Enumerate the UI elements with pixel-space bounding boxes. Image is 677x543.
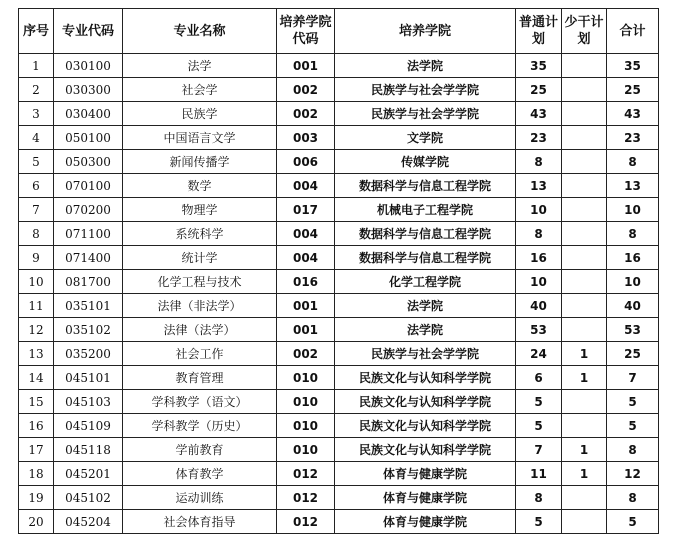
- cell-minority-plan: [562, 126, 607, 150]
- cell-unit-code: 001: [277, 318, 335, 342]
- cell-unit-code: 004: [277, 246, 335, 270]
- cell-total: 43: [607, 102, 659, 126]
- cell-seq: 1: [19, 54, 54, 78]
- cell-major-code: 030300: [54, 78, 123, 102]
- table-row: [19, 102, 659, 126]
- cell-regular-plan: 5: [516, 414, 562, 438]
- cell-seq: 6: [19, 174, 54, 198]
- cell-major-code: 035101: [54, 294, 123, 318]
- cell-unit-code: 010: [277, 438, 335, 462]
- cell-seq: 11: [19, 294, 54, 318]
- cell-major-name: 学科教学（历史）: [123, 414, 277, 438]
- cell-total: 25: [607, 78, 659, 102]
- cell-seq: 18: [19, 462, 54, 486]
- cell-college: 体育与健康学院: [335, 462, 516, 486]
- cell-major-name: 新闻传播学: [123, 150, 277, 174]
- cell-unit-code: 003: [277, 126, 335, 150]
- table-row: [19, 78, 659, 102]
- table-row: [19, 198, 659, 222]
- cell-college: 民族学与社会学学院: [335, 342, 516, 366]
- cell-total: 8: [607, 438, 659, 462]
- cell-seq: 7: [19, 198, 54, 222]
- cell-total: 8: [607, 486, 659, 510]
- cell-unit-code: 004: [277, 222, 335, 246]
- cell-minority-plan: 1: [562, 462, 607, 486]
- cell-major-code: 030400: [54, 102, 123, 126]
- cell-seq: 10: [19, 270, 54, 294]
- cell-seq: 8: [19, 222, 54, 246]
- cell-unit-code: 017: [277, 198, 335, 222]
- table-row: [19, 438, 659, 462]
- cell-regular-plan: 8: [516, 150, 562, 174]
- cell-regular-plan: 8: [516, 222, 562, 246]
- cell-total: 12: [607, 462, 659, 486]
- cell-major-code: 081700: [54, 270, 123, 294]
- table-row: [19, 174, 659, 198]
- header-major-name: 专业名称: [123, 9, 277, 54]
- cell-seq: 19: [19, 486, 54, 510]
- cell-seq: 3: [19, 102, 54, 126]
- cell-total: 25: [607, 342, 659, 366]
- table-row: [19, 150, 659, 174]
- cell-minority-plan: [562, 294, 607, 318]
- cell-regular-plan: 35: [516, 54, 562, 78]
- cell-seq: 15: [19, 390, 54, 414]
- cell-major-code: 030100: [54, 54, 123, 78]
- cell-seq: 13: [19, 342, 54, 366]
- header-minority-plan: 少干计划: [562, 9, 607, 54]
- header-seq: 序号: [19, 9, 54, 54]
- cell-total: 5: [607, 390, 659, 414]
- cell-unit-code: 010: [277, 390, 335, 414]
- cell-major-name: 社会学: [123, 78, 277, 102]
- cell-college: 民族学与社会学学院: [335, 102, 516, 126]
- table-row: [19, 390, 659, 414]
- header-regular-plan: 普通计划: [516, 9, 562, 54]
- table-row: [19, 486, 659, 510]
- table-row: [19, 414, 659, 438]
- cell-college: 数据科学与信息工程学院: [335, 174, 516, 198]
- cell-college: 民族文化与认知科学学院: [335, 366, 516, 390]
- table-row: [19, 366, 659, 390]
- cell-total: 23: [607, 126, 659, 150]
- cell-minority-plan: [562, 102, 607, 126]
- cell-college: 数据科学与信息工程学院: [335, 246, 516, 270]
- cell-major-name: 运动训练: [123, 486, 277, 510]
- table-row: [19, 222, 659, 246]
- cell-unit-code: 006: [277, 150, 335, 174]
- cell-total: 5: [607, 414, 659, 438]
- cell-minority-plan: [562, 78, 607, 102]
- cell-major-name: 教育管理: [123, 366, 277, 390]
- cell-major-code: 045109: [54, 414, 123, 438]
- cell-total: 53: [607, 318, 659, 342]
- cell-major-code: 070100: [54, 174, 123, 198]
- table-row: [19, 510, 659, 534]
- cell-college: 机械电子工程学院: [335, 198, 516, 222]
- cell-minority-plan: [562, 174, 607, 198]
- cell-college: 法学院: [335, 294, 516, 318]
- cell-college: 数据科学与信息工程学院: [335, 222, 516, 246]
- cell-major-code: 035200: [54, 342, 123, 366]
- cell-college: 法学院: [335, 54, 516, 78]
- cell-regular-plan: 10: [516, 198, 562, 222]
- cell-regular-plan: 43: [516, 102, 562, 126]
- cell-college: 民族文化与认知科学学院: [335, 438, 516, 462]
- cell-major-name: 系统科学: [123, 222, 277, 246]
- cell-seq: 9: [19, 246, 54, 270]
- cell-major-name: 法学: [123, 54, 277, 78]
- table-row: [19, 318, 659, 342]
- cell-unit-code: 012: [277, 510, 335, 534]
- cell-regular-plan: 24: [516, 342, 562, 366]
- table-row: [19, 462, 659, 486]
- cell-unit-code: 012: [277, 486, 335, 510]
- cell-major-name: 体育教学: [123, 462, 277, 486]
- cell-unit-code: 001: [277, 54, 335, 78]
- cell-unit-code: 012: [277, 462, 335, 486]
- cell-minority-plan: [562, 414, 607, 438]
- cell-major-name: 物理学: [123, 198, 277, 222]
- cell-major-name: 学前教育: [123, 438, 277, 462]
- cell-major-code: 035102: [54, 318, 123, 342]
- cell-regular-plan: 13: [516, 174, 562, 198]
- header-college: 培养学院: [335, 9, 516, 54]
- cell-minority-plan: [562, 198, 607, 222]
- cell-regular-plan: 5: [516, 510, 562, 534]
- cell-college: 文学院: [335, 126, 516, 150]
- cell-major-code: 070200: [54, 198, 123, 222]
- cell-major-name: 民族学: [123, 102, 277, 126]
- header-unit-code: 培养学院代码: [277, 9, 335, 54]
- cell-major-name: 社会工作: [123, 342, 277, 366]
- cell-seq: 5: [19, 150, 54, 174]
- cell-major-code: 071100: [54, 222, 123, 246]
- cell-total: 16: [607, 246, 659, 270]
- cell-minority-plan: [562, 150, 607, 174]
- cell-unit-code: 010: [277, 414, 335, 438]
- cell-major-name: 数学: [123, 174, 277, 198]
- cell-total: 8: [607, 222, 659, 246]
- cell-minority-plan: 1: [562, 438, 607, 462]
- cell-regular-plan: 53: [516, 318, 562, 342]
- cell-college: 民族学与社会学学院: [335, 78, 516, 102]
- cell-major-code: 045201: [54, 462, 123, 486]
- cell-unit-code: 002: [277, 342, 335, 366]
- cell-regular-plan: 8: [516, 486, 562, 510]
- cell-minority-plan: [562, 246, 607, 270]
- cell-seq: 2: [19, 78, 54, 102]
- cell-total: 40: [607, 294, 659, 318]
- cell-college: 体育与健康学院: [335, 486, 516, 510]
- cell-regular-plan: 7: [516, 438, 562, 462]
- cell-college: 法学院: [335, 318, 516, 342]
- cell-major-name: 法律（法学）: [123, 318, 277, 342]
- table-row: [19, 246, 659, 270]
- cell-college: 化学工程学院: [335, 270, 516, 294]
- admissions-plan-table: [18, 8, 659, 534]
- cell-minority-plan: [562, 510, 607, 534]
- table-body: [19, 54, 659, 534]
- cell-total: 10: [607, 198, 659, 222]
- cell-seq: 12: [19, 318, 54, 342]
- cell-minority-plan: [562, 486, 607, 510]
- table-row: [19, 342, 659, 366]
- cell-total: 8: [607, 150, 659, 174]
- cell-minority-plan: 1: [562, 366, 607, 390]
- cell-major-code: 050100: [54, 126, 123, 150]
- cell-minority-plan: [562, 54, 607, 78]
- table-row: [19, 126, 659, 150]
- cell-regular-plan: 40: [516, 294, 562, 318]
- cell-major-name: 学科教学（语文）: [123, 390, 277, 414]
- table-row: [19, 54, 659, 78]
- header-major-code: 专业代码: [54, 9, 123, 54]
- cell-regular-plan: 11: [516, 462, 562, 486]
- cell-regular-plan: 5: [516, 390, 562, 414]
- cell-major-code: 045204: [54, 510, 123, 534]
- table-row: [19, 294, 659, 318]
- cell-unit-code: 016: [277, 270, 335, 294]
- cell-major-code: 050300: [54, 150, 123, 174]
- cell-regular-plan: 16: [516, 246, 562, 270]
- cell-regular-plan: 10: [516, 270, 562, 294]
- cell-unit-code: 001: [277, 294, 335, 318]
- cell-college: 传媒学院: [335, 150, 516, 174]
- cell-seq: 17: [19, 438, 54, 462]
- cell-major-code: 045103: [54, 390, 123, 414]
- cell-minority-plan: [562, 318, 607, 342]
- cell-minority-plan: [562, 222, 607, 246]
- header-total: 合计: [607, 9, 659, 54]
- header-row: [19, 9, 659, 54]
- cell-seq: 4: [19, 126, 54, 150]
- cell-college: 民族文化与认知科学学院: [335, 390, 516, 414]
- cell-unit-code: 004: [277, 174, 335, 198]
- cell-major-code: 045101: [54, 366, 123, 390]
- table-row: [19, 270, 659, 294]
- cell-minority-plan: 1: [562, 342, 607, 366]
- cell-college: 体育与健康学院: [335, 510, 516, 534]
- cell-total: 7: [607, 366, 659, 390]
- cell-regular-plan: 6: [516, 366, 562, 390]
- cell-major-name: 社会体育指导: [123, 510, 277, 534]
- cell-major-name: 化学工程与技术: [123, 270, 277, 294]
- cell-major-name: 中国语言文学: [123, 126, 277, 150]
- cell-minority-plan: [562, 390, 607, 414]
- cell-major-code: 045118: [54, 438, 123, 462]
- cell-seq: 14: [19, 366, 54, 390]
- cell-regular-plan: 25: [516, 78, 562, 102]
- cell-major-name: 法律（非法学）: [123, 294, 277, 318]
- cell-total: 10: [607, 270, 659, 294]
- cell-seq: 20: [19, 510, 54, 534]
- cell-minority-plan: [562, 270, 607, 294]
- cell-major-code: 071400: [54, 246, 123, 270]
- cell-total: 5: [607, 510, 659, 534]
- cell-unit-code: 002: [277, 102, 335, 126]
- cell-college: 民族文化与认知科学学院: [335, 414, 516, 438]
- cell-unit-code: 002: [277, 78, 335, 102]
- cell-total: 13: [607, 174, 659, 198]
- cell-unit-code: 010: [277, 366, 335, 390]
- cell-major-name: 统计学: [123, 246, 277, 270]
- cell-seq: 16: [19, 414, 54, 438]
- cell-major-code: 045102: [54, 486, 123, 510]
- cell-total: 35: [607, 54, 659, 78]
- cell-regular-plan: 23: [516, 126, 562, 150]
